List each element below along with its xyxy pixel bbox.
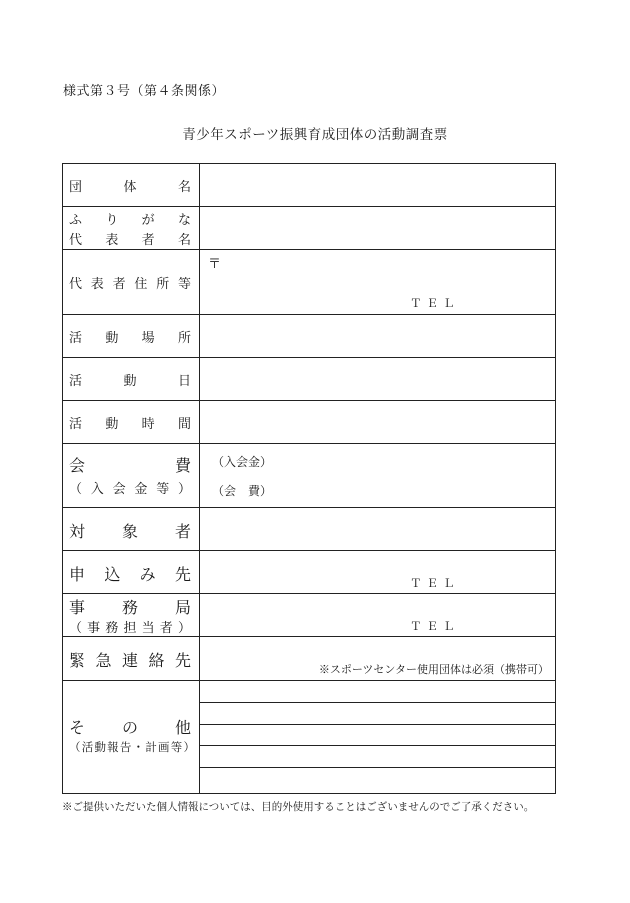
row-activity-place — [63, 315, 555, 358]
representative-name-field[interactable] — [200, 207, 555, 249]
other-sub-label: （ 活 動 報 告 ・ 計 画 等 ） — [69, 740, 195, 754]
label-cell — [63, 207, 200, 249]
ruled-line — [200, 767, 555, 768]
survey-form-table — [62, 163, 556, 794]
activity-place-label: 活 動 場 所 — [69, 331, 191, 346]
row-group-name — [63, 164, 555, 207]
label-cell — [63, 358, 200, 400]
activity-day-label: 活 動 日 — [69, 374, 191, 389]
row-fee — [63, 444, 555, 508]
representative-name-label: 代 表 者 名 — [69, 233, 191, 248]
row-activity-day — [63, 358, 555, 401]
activity-place-field[interactable] — [200, 315, 555, 357]
group-name-field[interactable] — [200, 164, 555, 206]
office-label: 事 務 局 — [69, 598, 191, 617]
target-label: 対 象 者 — [69, 522, 191, 541]
label-cell — [63, 508, 200, 550]
fee-field[interactable] — [200, 444, 555, 507]
address-tel-label: ＴＥＬ — [410, 296, 460, 310]
row-representative — [63, 207, 555, 250]
group-name-label: 団 体 名 — [69, 180, 191, 195]
fee-label: 会 費 — [69, 456, 191, 475]
label-cell — [63, 637, 200, 680]
label-cell — [63, 681, 200, 793]
row-activity-time — [63, 401, 555, 444]
label-cell — [63, 551, 200, 593]
row-office — [63, 594, 555, 637]
label-cell — [63, 444, 200, 507]
label-cell — [63, 594, 200, 636]
entry-fee-label: （入会金） — [212, 455, 273, 469]
label-cell — [63, 250, 200, 314]
ruled-line — [200, 745, 555, 746]
row-address — [63, 250, 555, 315]
row-target — [63, 508, 555, 551]
emergency-field[interactable] — [200, 637, 555, 680]
ruled-line — [200, 702, 555, 703]
other-label: そ の 他 — [69, 718, 191, 737]
row-emergency — [63, 637, 555, 681]
row-apply-to — [63, 551, 555, 594]
form-title: 青少年スポーツ振興育成団体の活動調査票 — [182, 127, 448, 143]
label-cell — [63, 315, 200, 357]
activity-day-field[interactable] — [200, 358, 555, 400]
fee-sub-label: （ 入 会 金 等 ） — [69, 482, 191, 497]
apply-to-field[interactable] — [200, 551, 555, 593]
emergency-note: ※スポーツセンター使用団体は必須（携帯可） — [318, 663, 549, 676]
address-label: 代 表 者 住 所 等 — [69, 277, 191, 292]
postal-mark: 〒 — [208, 257, 222, 272]
furigana-label: ふ り が な — [69, 213, 191, 228]
activity-time-label: 活 動 時 間 — [69, 417, 191, 432]
office-field[interactable] — [200, 594, 555, 636]
other-field[interactable] — [200, 681, 555, 793]
privacy-note: ※ご提供いただいた個人情報については、目的外使用することはございませんのでご了承ください。 — [62, 801, 535, 813]
activity-time-field[interactable] — [200, 401, 555, 443]
emergency-label: 緊 急 連 絡 先 — [69, 651, 191, 670]
label-cell — [63, 401, 200, 443]
apply-to-tel-label: ＴＥＬ — [410, 576, 460, 590]
office-tel-label: ＴＥＬ — [410, 619, 460, 633]
membership-fee-label: （会 費） — [212, 484, 273, 498]
label-cell — [63, 164, 200, 206]
row-other — [63, 681, 555, 793]
apply-to-label: 申 込 み 先 — [69, 565, 191, 584]
target-field[interactable] — [200, 508, 555, 550]
address-field[interactable] — [200, 250, 555, 314]
ruled-line — [200, 724, 555, 725]
office-sub-label: （ 事 務 担 当 者 ） — [69, 621, 191, 636]
form-number: 様式第３号（第４条関係） — [63, 84, 226, 99]
